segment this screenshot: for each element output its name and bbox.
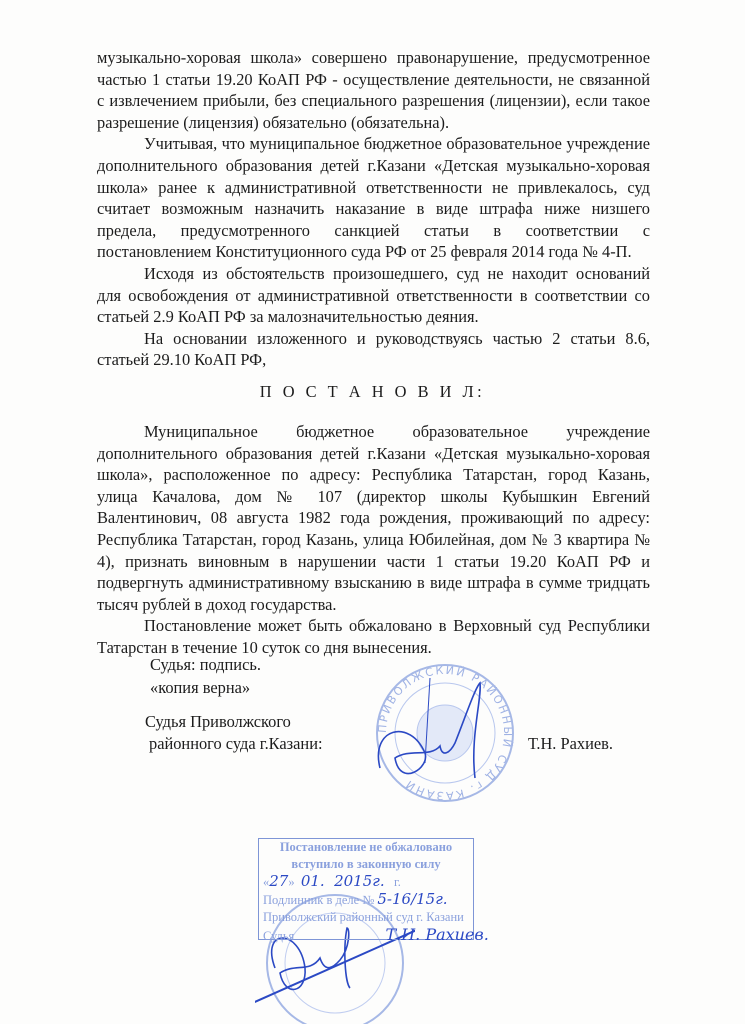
court-seal-icon [370, 658, 520, 808]
text-line: Учитывая, что муниципальное бюджетное образовательное учреждение [144, 134, 650, 154]
text-line: частью 1 статьи 19.20 КоАП РФ - осуществление деятельности, не связанной [97, 69, 650, 89]
text-line: статьей 29.10 КоАП РФ, [97, 350, 267, 370]
stamp-case-number: 5-16/15г. [377, 890, 448, 908]
stamp-judge [259, 925, 489, 945]
stamp-line1: Постановление не обжаловано [279, 840, 453, 854]
text-line: улица Качалова, дом № 107 (директор школы Кубышкин Евгений [97, 486, 650, 506]
text-line: для освобождения от административной ответственности в соответствии со [97, 285, 650, 305]
stamp-judge-label: Судья [263, 929, 295, 943]
stamp-line2: вступило в законную силу [291, 857, 441, 871]
effective-date-stamp [258, 838, 489, 944]
stamp-original [259, 891, 473, 909]
judge-name: Т.Н. Рахиев. [528, 734, 613, 753]
stamp-date-suffix: г. [393, 875, 401, 889]
judge-signed-label: Судья: подпись. [150, 655, 261, 674]
ruling-heading: П О С Т А Н О В И Л: [259, 382, 486, 401]
stamp-day: 27 [269, 872, 289, 890]
text-line: Татарстан в течение 10 суток со дня вынесения. [97, 637, 432, 657]
text-line: постановлением Конституционного суда РФ от 25 февраля 2014 года № 4-П. [97, 242, 632, 262]
text-line: Республика Татарстан, город Казань, улица Юбилейная, дом № 3 квартира № [97, 529, 650, 549]
text-line: На основании изложенного и руководствуясь частью 2 статьи 8.6, [144, 328, 650, 348]
text-line: дополнительного образования детей г.Казани «Детская музыкально-хоровая [97, 155, 650, 175]
text-line: считает возможным назначить наказание в виде штрафа ниже низшего [97, 199, 650, 219]
text-line: разрешение (лицензия) обязательно (обязательна). [97, 112, 450, 132]
stamp-year: 2015г. [334, 872, 385, 890]
text-line: дополнительного образования детей г.Казани «Детская музыкально-хоровая [97, 443, 650, 463]
text-line: Муниципальное бюджетное образовательное учреждение [144, 422, 650, 441]
body-text-top [97, 47, 650, 371]
text-line: Исходя из обстоятельств произошедшего, суд не находит оснований [144, 263, 650, 283]
text-line: статьей 2.9 КоАП РФ за малозначительностью деяния. [97, 307, 479, 327]
stamp-month: 01. [300, 872, 325, 890]
text-line: Валентинович, 08 августа 1982 года рождения, проживающий по адресу: [97, 508, 650, 528]
body-text-bottom [97, 421, 650, 659]
copy-true-label: «копия верна» [150, 678, 251, 697]
text-line: школа» ранее к административной ответственности не привлекалось, суд [97, 177, 650, 197]
text-line: предела, предусмотренного санкцией статьи в соответствии с [97, 220, 650, 240]
stamp-court: Приволжский районный суд г. Казани [263, 910, 464, 924]
svg-text:ПРИВОЛЖСКИЙ РАЙОННЫЙ СУД г. КА: ПРИВОЛЖСКИЙ РАЙОННЫЙ СУД г. КАЗАНИ [375, 663, 515, 803]
text-line: тысяч рублей в доход государства. [97, 594, 337, 614]
stamp-date: «27» 01. 2015г. г. [263, 872, 401, 890]
stamp-judge-handwritten: Т.И. Рахиев. [385, 925, 489, 944]
text-line: подвергнуть административному взысканию в виде штрафа в сумме тридцать [97, 573, 650, 593]
judge-title-line1: Судья Приволжского [145, 712, 291, 731]
judge-title-line2: районного суда г.Казани: [149, 734, 323, 753]
text-line: музыкально-хоровая школа» совершено правонарушение, предусмотренное [97, 48, 650, 67]
text-line: Постановление может быть обжаловано в Верховный суд Республики [144, 616, 650, 636]
text-line: 4), признать виновным в нарушении части 1 статьи 19.20 КоАП РФ и [97, 551, 650, 571]
text-line: школа», расположенное по адресу: Республика Татарстан, город Казань, [97, 465, 650, 485]
stamp-original-label: Подлинник в деле № [263, 893, 375, 907]
text-line: с извлечением прибыли, без специального разрешения (лицензии), если такое [97, 91, 650, 111]
